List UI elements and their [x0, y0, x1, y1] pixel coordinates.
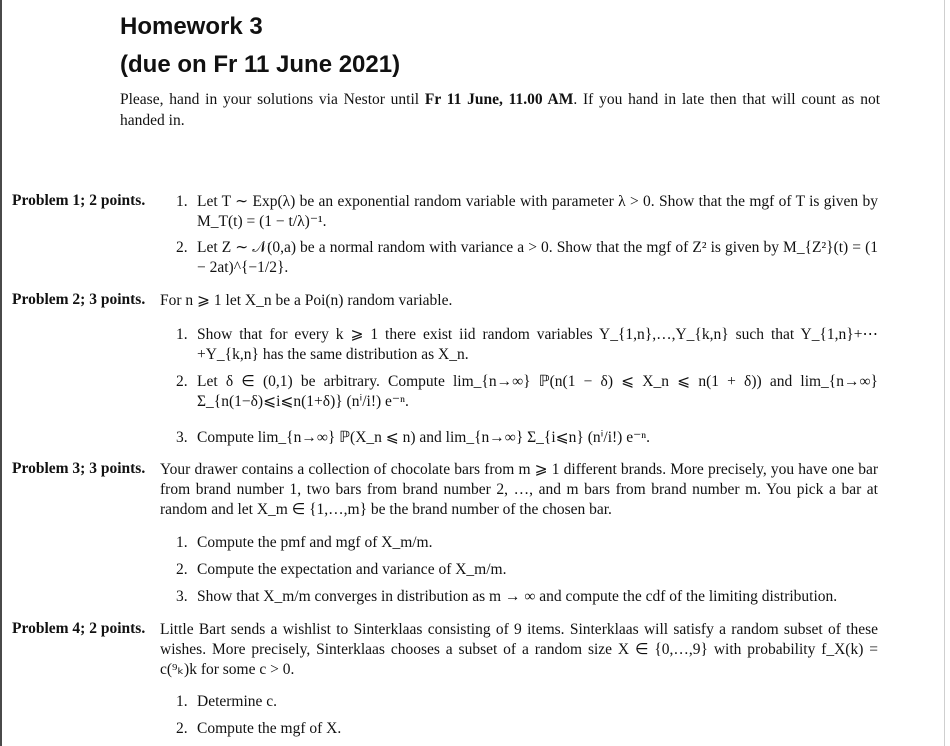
- item-text: Compute the mgf of X.: [197, 720, 342, 737]
- intro-deadline: Fr 11 June, 11.00 AM: [424, 91, 574, 108]
- item-number: 2.: [176, 239, 188, 256]
- item-text: Compute the pmf and mgf of X_m/m.: [197, 534, 433, 551]
- item-text: Let T ∼ Exp(λ) be an exponential random variable with parameter λ > 0. Show that the mgf of T is given by M_T(t) = (1 − t/λ)⁻¹.: [197, 193, 878, 230]
- problem-4-intro: Little Bart sends a wishlist to Sinterklaas consisting of 9 items. Sinterklaas will satisfy a random subset of these wishes. More precisely, Sinterklaas chooses a subset of a random size X ∈ {0,…,9} with probability f_X(k) = c(⁹ₖ)k for some c > 0.: [160, 621, 878, 678]
- page-left-border: [0, 0, 2, 746]
- item-number: 1.: [176, 326, 188, 343]
- item-number: 2.: [176, 561, 188, 578]
- item-text: Let Z ∼ 𝒩(0,a) be a normal random with variance a > 0. Show that the mgf of Z² is given by M_{Z²}(t) = (1 − 2at)^{−1/2}.: [197, 239, 878, 276]
- intro-paragraph: [120, 89, 880, 131]
- problem-2-label: Problem 2; 3 points.: [12, 291, 146, 308]
- item-number: 1.: [176, 693, 188, 710]
- intro-text-after: . If you hand in late then that will count as not handed in.: [120, 91, 880, 129]
- intro-text-before: Please, hand in your solutions via Nestor until: [120, 91, 425, 108]
- item-number: 1.: [176, 193, 188, 210]
- problem-2-intro: For n ⩾ 1 let X_n be a Poi(n) random variable.: [160, 292, 453, 309]
- item-number: 3.: [176, 429, 188, 446]
- problem-3-intro: Your drawer contains a collection of chocolate bars from m ⩾ 1 different brands. More precisely, you have one bar from brand number 1, two bars from brand number 2, …, and m bars from brand number m. You pick a bar at random and let X_m ∈ {1,…,m} be the brand number of the chosen bar.: [160, 461, 878, 518]
- item-text: Let δ ∈ (0,1) be arbitrary. Compute lim_{n→∞} ℙ(n(1 − δ) ⩽ X_n ⩽ n(1 + δ)) and lim_{n→∞} Σ_{n(1−δ)⩽i⩽n(1+δ)} (nⁱ/i!) e⁻ⁿ.: [197, 373, 878, 410]
- item-number: 2.: [176, 373, 188, 390]
- item-text: Compute lim_{n→∞} ℙ(X_n ⩽ n) and lim_{n→∞} Σ_{i⩽n} (nⁱ/i!) e⁻ⁿ.: [197, 429, 651, 446]
- problem-3-label: Problem 3; 3 points.: [12, 460, 146, 477]
- page-right-border: [944, 0, 945, 746]
- item-number: 2.: [176, 720, 188, 737]
- page-subtitle-due-date: (due on Fr 11 June 2021): [120, 51, 401, 78]
- problem-1-label: Problem 1; 2 points.: [12, 192, 146, 209]
- problem-4-label: Problem 4; 2 points.: [12, 620, 146, 637]
- item-number: 1.: [176, 534, 188, 551]
- item-number: 3.: [176, 588, 188, 605]
- item-text: Show that for every k ⩾ 1 there exist iid random variables Y_{1,n},…,Y_{k,n} such that Y_{1,n}+⋯+Y_{k,n} has the same distribution as X_n.: [197, 326, 878, 363]
- item-text: Compute the expectation and variance of X_m/m.: [197, 561, 507, 578]
- item-text: Determine c.: [197, 693, 278, 710]
- item-text: Show that X_m/m converges in distribution as m → ∞ and compute the cdf of the limiting distribution.: [197, 588, 838, 605]
- page-title: Homework 3: [120, 13, 263, 40]
